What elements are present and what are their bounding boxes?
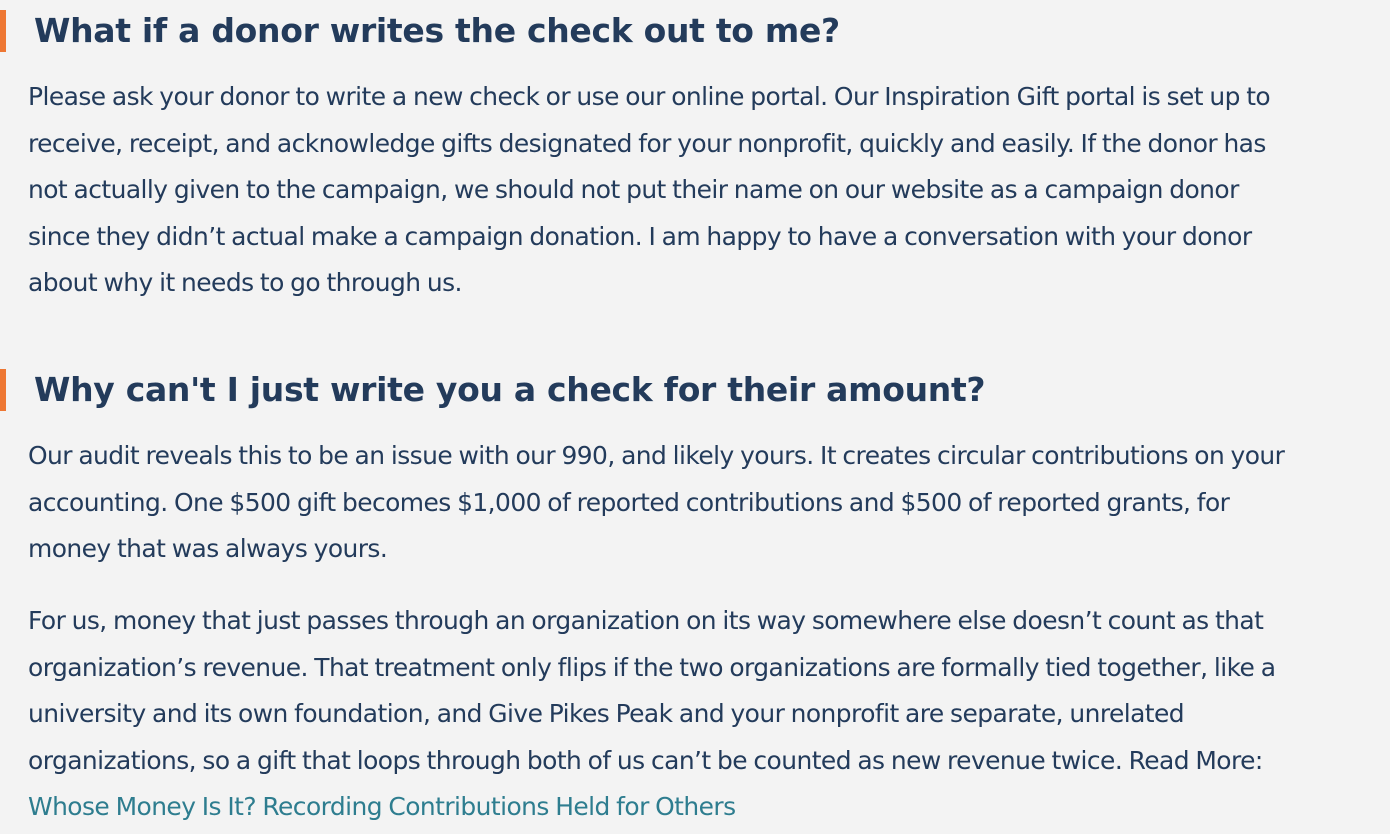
paragraph-line: For us, money that just passes through an organization on its way somewhere else doesn’t count as that bbox=[28, 606, 1264, 635]
faq-answer-paragraph bbox=[28, 433, 1390, 573]
faq-answer-paragraph bbox=[28, 74, 1390, 307]
paragraph-line: not actually given to the campaign, we should not put their name on our website as a campaign donor bbox=[28, 175, 1239, 204]
paragraph-line: Please ask your donor to write a new check or use our online portal. Our Inspiration Gift portal is set up to bbox=[28, 82, 1271, 111]
paragraph-line: organization’s revenue. That treatment only flips if the two organizations are formally tied together, like a bbox=[28, 652, 1276, 682]
paragraph-line: receive, receipt, and acknowledge gifts designated for your nonprofit, quickly and easily. If the donor has bbox=[28, 128, 1266, 158]
paragraph-line: organizations, so a gift that loops through both of us can’t be counted as new revenue twice. Read More: bbox=[28, 745, 1263, 775]
read-more-link[interactable]: Whose Money Is It? Recording Contributions Held for Others bbox=[28, 792, 736, 821]
paragraph-line: Our audit reveals this to be an issue with our 990, and likely yours. It creates circular contributions on your bbox=[28, 441, 1285, 470]
paragraph-line: money that was always yours. bbox=[28, 534, 388, 563]
paragraph-line: accounting. One $500 gift becomes $1,000 of reported contributions and $500 of reported grants, for bbox=[28, 487, 1230, 517]
faq-answer-paragraph bbox=[28, 598, 1390, 831]
faq-question-heading: What if a donor writes the check out to me? bbox=[0, 10, 840, 52]
paragraph-line: about why it needs to go through us. bbox=[28, 268, 462, 297]
paragraph-line: since they didn’t actual make a campaign donation. I am happy to have a conversation with your donor bbox=[28, 221, 1252, 251]
paragraph-line: university and its own foundation, and Give Pikes Peak and your nonprofit are separate, unrelated bbox=[28, 699, 1185, 728]
faq-question-heading: Why can't I just write you a check for their amount? bbox=[0, 369, 985, 411]
